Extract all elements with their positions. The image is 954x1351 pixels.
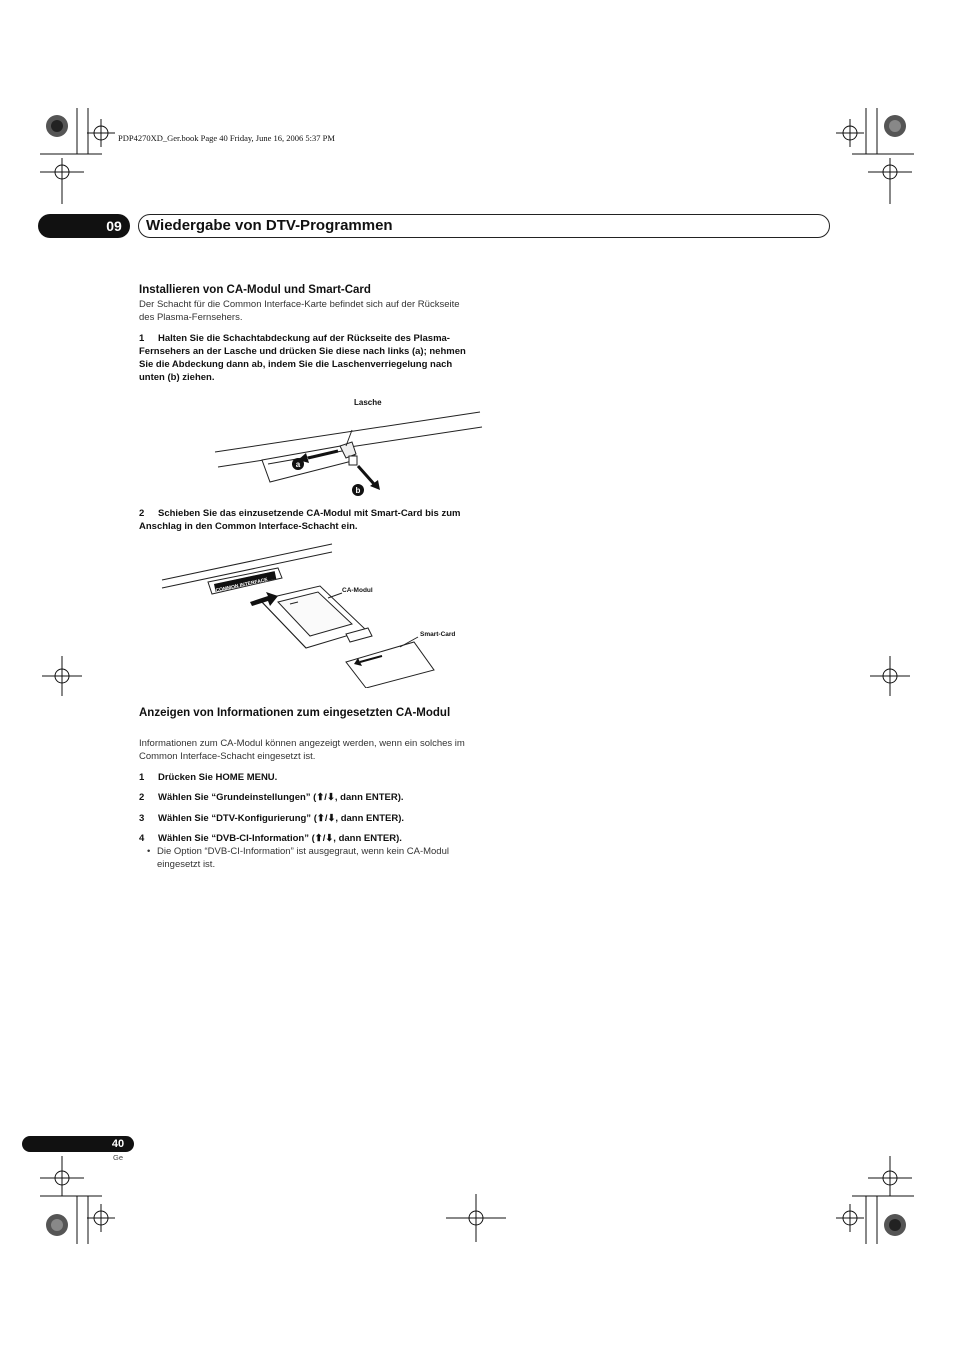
common-interface-label: COMMON INTERFACE <box>215 577 269 594</box>
bullet-dot: • <box>147 846 151 857</box>
step-text: Wählen Sie “Grundeinstellungen” (⬆/⬇, dann ENTER). <box>158 792 404 803</box>
figure-slot-cover <box>210 392 490 502</box>
section2-step3 <box>139 812 479 825</box>
step-number: 1 <box>139 333 145 344</box>
section2-intro: Informationen zum CA-Modul können angezeigt werden, wenn ein solches im Common Interface-Schacht eingesetzt ist. <box>139 738 465 762</box>
label-lasche: Lasche <box>354 398 382 407</box>
section2-step4 <box>139 832 479 845</box>
chapter-number: 09 <box>106 218 122 234</box>
step-number: 2 <box>139 792 145 803</box>
section2-step2 <box>139 791 479 804</box>
step-number: 1 <box>139 772 145 783</box>
step-number: 2 <box>139 508 145 519</box>
step-text: Halten Sie die Schachtabdeckung auf der Rückseite des Plasma-Fernsehers an der Lasche und drücken Sie diese nach links (a); nehmen Sie die Abdeckung dann ab, indem Sie die Laschenverriegelung nach unten (b) ziehen. <box>139 333 466 383</box>
section2-heading: Anzeigen von Informationen zum eingesetzten CA-Modul <box>139 707 451 719</box>
label-ca-modul: CA-Modul <box>342 587 373 594</box>
section1-step2 <box>139 507 479 533</box>
step-number: 3 <box>139 813 145 824</box>
chapter-title: Wiedergabe von DTV-Programmen <box>146 217 393 234</box>
section1-intro: Der Schacht für die Common Interface-Karte befindet sich auf der Rückseite des Plasma-Fernsehers. <box>139 299 460 323</box>
label-b: b <box>355 486 361 495</box>
section2-step1 <box>139 771 479 784</box>
step-text: Schieben Sie das einzusetzende CA-Modul mit Smart-Card bis zum Anschlag in den Common Interface-Schacht ein. <box>139 508 461 532</box>
label-a: a <box>295 460 301 469</box>
section1-step1 <box>139 332 479 384</box>
step-number: 4 <box>139 833 145 844</box>
step-text: Wählen Sie “DTV-Konfigurierung” (⬆/⬇, dann ENTER). <box>158 813 405 824</box>
label-smart-card: Smart-Card <box>420 631 456 638</box>
page-number: 40 <box>111 1138 125 1150</box>
figure-ca-module <box>160 538 460 688</box>
section1-heading: Installieren von CA-Modul und Smart-Card <box>139 284 371 296</box>
language-code: Ge <box>112 1153 123 1162</box>
note-text: Die Option “DVB-CI-Information” ist ausgegraut, wenn kein CA-Modul eingesetzt ist. <box>157 846 449 870</box>
step-text: Drücken Sie HOME MENU. <box>158 772 278 783</box>
step-text: Wählen Sie “DVB-CI-Information” (⬆/⬇, dann ENTER). <box>158 833 402 844</box>
print-info: PDP4270XD_Ger.book Page 40 Friday, June 16, 2006 5:37 PM <box>118 133 335 143</box>
section2-note <box>147 845 467 871</box>
